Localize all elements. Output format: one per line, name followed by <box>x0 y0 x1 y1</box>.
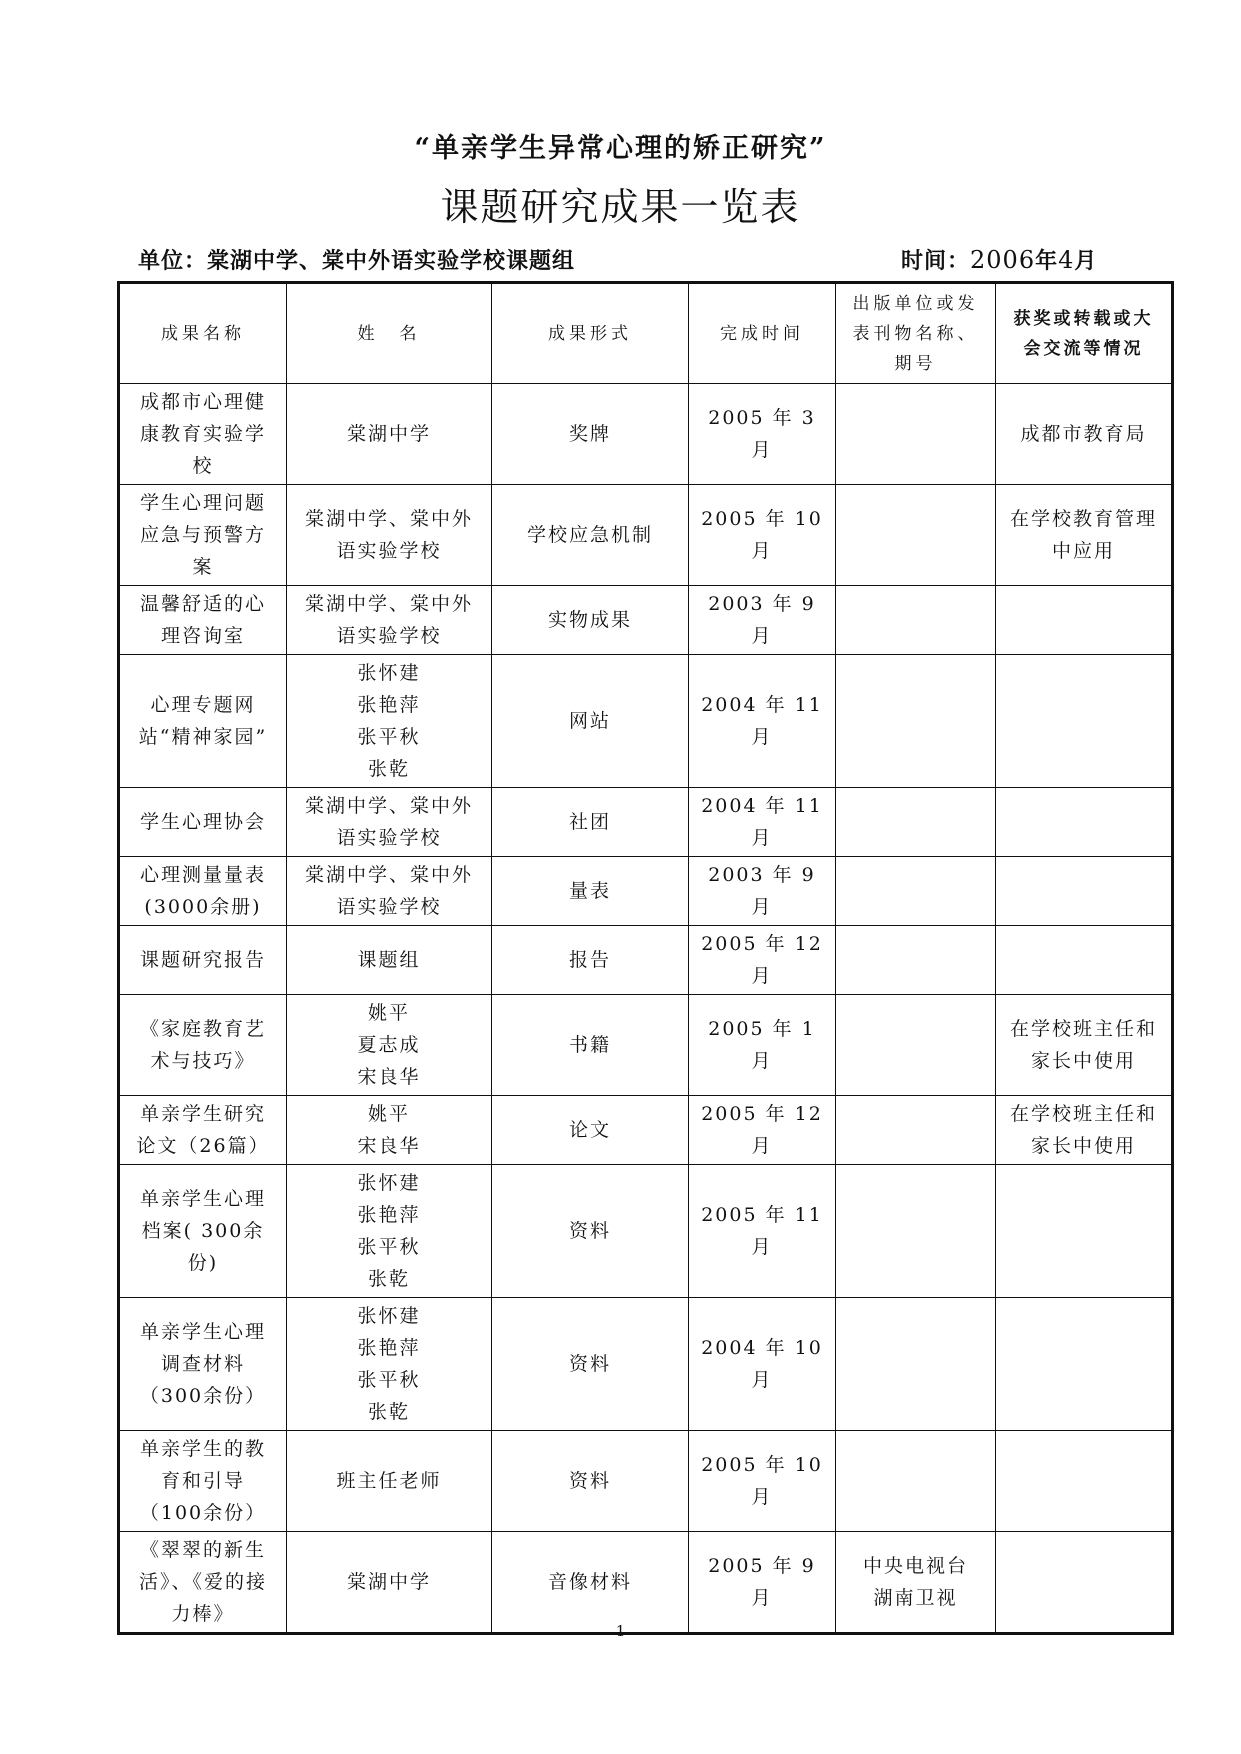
form-cell: 量表 <box>492 857 689 926</box>
publisher-cell <box>836 1431 996 1532</box>
table-row <box>119 788 1173 857</box>
cell-line: 张乾 <box>367 758 410 780</box>
table-row <box>119 1532 1173 1634</box>
achievement-name-cell: 心理专题网站“精神家园” <box>119 655 287 788</box>
person-cell <box>287 995 492 1096</box>
table-row <box>119 1096 1173 1165</box>
completion-time-cell: 2005 年 10 月 <box>689 485 836 586</box>
table-row <box>119 1165 1173 1298</box>
cell-line: 张怀建 <box>357 1305 421 1327</box>
unit-label: 单位： <box>138 248 208 274</box>
publisher-cell <box>836 857 996 926</box>
person-cell <box>287 1165 492 1298</box>
time-year-suffix: 年 <box>1035 248 1059 274</box>
cell-line: 张怀建 <box>357 1172 421 1194</box>
award-cell <box>996 857 1173 926</box>
header-form: 成果形式 <box>492 283 689 384</box>
table-row <box>119 485 1173 586</box>
table-row <box>119 1431 1173 1532</box>
person-cell: 课题组 <box>287 926 492 995</box>
unit-value: 棠湖中学、棠中外语实验学校课题组 <box>207 248 576 274</box>
achievement-name-cell: 课题研究报告 <box>119 926 287 995</box>
achievement-name-cell: 单亲学生的教育和引导（100余份） <box>119 1431 287 1532</box>
achievement-name-cell: 心理测量量表(3000余册) <box>119 857 287 926</box>
publisher-cell <box>836 926 996 995</box>
achievement-name-cell: 单亲学生研究论文（26篇） <box>119 1096 287 1165</box>
header-award: 获奖或转载或大会交流等情况 <box>996 283 1173 384</box>
cell-line: 宋良华 <box>357 1135 421 1157</box>
table-row <box>119 857 1173 926</box>
header-person: 姓 名 <box>287 283 492 384</box>
cell-line: 张艳萍 <box>357 1337 421 1359</box>
form-cell: 资料 <box>492 1431 689 1532</box>
unit-info <box>138 244 575 275</box>
form-cell: 资料 <box>492 1165 689 1298</box>
document-subtitle: “单亲学生异常心理的矫正研究” <box>414 133 827 164</box>
award-cell <box>996 1298 1173 1431</box>
header-publisher: 出版单位或发表刊物名称、期号 <box>836 283 996 384</box>
publisher-cell <box>836 485 996 586</box>
cell-line: 夏志成 <box>357 1034 421 1056</box>
form-cell: 实物成果 <box>492 586 689 655</box>
person-cell <box>287 1096 492 1165</box>
table-row <box>119 655 1173 788</box>
publisher-cell <box>836 384 996 485</box>
person-cell: 棠湖中学 <box>287 1532 492 1634</box>
page-number: 1 <box>615 1622 626 1640</box>
award-cell: 成都市教育局 <box>996 384 1173 485</box>
person-cell: 棠湖中学、棠中外语实验学校 <box>287 788 492 857</box>
person-cell: 棠湖中学、棠中外语实验学校 <box>287 857 492 926</box>
person-cell <box>287 1298 492 1431</box>
table-row <box>119 1298 1173 1431</box>
cell-line: 中央电视台 <box>862 1555 968 1577</box>
cell-line: 张平秋 <box>357 726 421 748</box>
cell-line: 张平秋 <box>357 1236 421 1258</box>
table-row <box>119 995 1173 1096</box>
completion-time-cell: 2005 年 10 月 <box>689 1431 836 1532</box>
cell-line: 张怀建 <box>357 662 421 684</box>
achievement-name-cell: 学生心理协会 <box>119 788 287 857</box>
person-cell: 班主任老师 <box>287 1431 492 1532</box>
time-info <box>901 244 1097 275</box>
completion-time-cell: 2003 年 9 月 <box>689 586 836 655</box>
publisher-cell <box>836 788 996 857</box>
header-achievement-name: 成果名称 <box>119 283 287 384</box>
results-table <box>117 281 1174 1635</box>
publisher-cell <box>836 1165 996 1298</box>
form-cell: 报告 <box>492 926 689 995</box>
table-row <box>119 926 1173 995</box>
time-month-suffix: 月 <box>1074 248 1098 274</box>
time-month: 4 <box>1058 246 1075 274</box>
achievement-name-cell: 《翠翠的新生活》、《爱的接力棒》 <box>119 1532 287 1634</box>
completion-time-cell: 2004 年 10 月 <box>689 1298 836 1431</box>
award-cell: 在学校班主任和家长中使用 <box>996 995 1173 1096</box>
award-cell <box>996 1532 1173 1634</box>
achievement-name-cell: 温馨舒适的心理咨询室 <box>119 586 287 655</box>
publisher-cell <box>836 1096 996 1165</box>
completion-time-cell: 2005 年 11 月 <box>689 1165 836 1298</box>
award-cell <box>996 788 1173 857</box>
time-year: 2006 <box>970 246 1036 274</box>
completion-time-cell: 2005 年 1 月 <box>689 995 836 1096</box>
meta-line <box>138 244 1108 278</box>
completion-time-cell: 2004 年 11 月 <box>689 788 836 857</box>
award-cell <box>996 1431 1173 1532</box>
completion-time-cell: 2003 年 9 月 <box>689 857 836 926</box>
cell-line: 张乾 <box>367 1401 410 1423</box>
publisher-cell <box>836 1532 996 1634</box>
publisher-cell <box>836 1298 996 1431</box>
award-cell: 在学校教育管理中应用 <box>996 485 1173 586</box>
achievement-name-cell: 单亲学生心理调查材料（300余份） <box>119 1298 287 1431</box>
award-cell: 在学校班主任和家长中使用 <box>996 1096 1173 1165</box>
award-cell <box>996 1165 1173 1298</box>
form-cell: 学校应急机制 <box>492 485 689 586</box>
cell-line: 张平秋 <box>357 1369 421 1391</box>
table-row <box>119 384 1173 485</box>
cell-line: 姚平 <box>367 1002 410 1024</box>
person-cell: 棠湖中学、棠中外语实验学校 <box>287 586 492 655</box>
publisher-cell <box>836 586 996 655</box>
cell-line: 姚平 <box>367 1103 410 1125</box>
completion-time-cell: 2005 年 9 月 <box>689 1532 836 1634</box>
completion-time-cell: 2004 年 11 月 <box>689 655 836 788</box>
form-cell: 书籍 <box>492 995 689 1096</box>
table-header-row <box>119 283 1173 384</box>
award-cell <box>996 926 1173 995</box>
document-title: 课题研究成果一览表 <box>440 185 801 229</box>
completion-time-cell: 2005 年 12 月 <box>689 1096 836 1165</box>
cell-line: 张艳萍 <box>357 694 421 716</box>
person-cell: 棠湖中学、棠中外语实验学校 <box>287 485 492 586</box>
completion-time-cell: 2005 年 3 月 <box>689 384 836 485</box>
header-completion-time: 完成时间 <box>689 283 836 384</box>
publisher-cell <box>836 995 996 1096</box>
cell-line: 湖南卫视 <box>873 1587 958 1609</box>
form-cell: 奖牌 <box>492 384 689 485</box>
achievement-name-cell: 学生心理问题应急与预警方案 <box>119 485 287 586</box>
cell-line: 张乾 <box>367 1268 410 1290</box>
form-cell: 社团 <box>492 788 689 857</box>
award-cell <box>996 586 1173 655</box>
table-row <box>119 586 1173 655</box>
person-cell: 棠湖中学 <box>287 384 492 485</box>
form-cell: 网站 <box>492 655 689 788</box>
time-label: 时间： <box>901 248 971 274</box>
cell-line: 宋良华 <box>357 1066 421 1088</box>
form-cell: 资料 <box>492 1298 689 1431</box>
achievement-name-cell: 《家庭教育艺术与技巧》 <box>119 995 287 1096</box>
award-cell <box>996 655 1173 788</box>
achievement-name-cell: 成都市心理健康教育实验学校 <box>119 384 287 485</box>
cell-line: 张艳萍 <box>357 1204 421 1226</box>
completion-time-cell: 2005 年 12 月 <box>689 926 836 995</box>
form-cell: 论文 <box>492 1096 689 1165</box>
person-cell <box>287 655 492 788</box>
form-cell: 音像材料 <box>492 1532 689 1634</box>
achievement-name-cell: 单亲学生心理档案( 300余份) <box>119 1165 287 1298</box>
publisher-cell <box>836 655 996 788</box>
